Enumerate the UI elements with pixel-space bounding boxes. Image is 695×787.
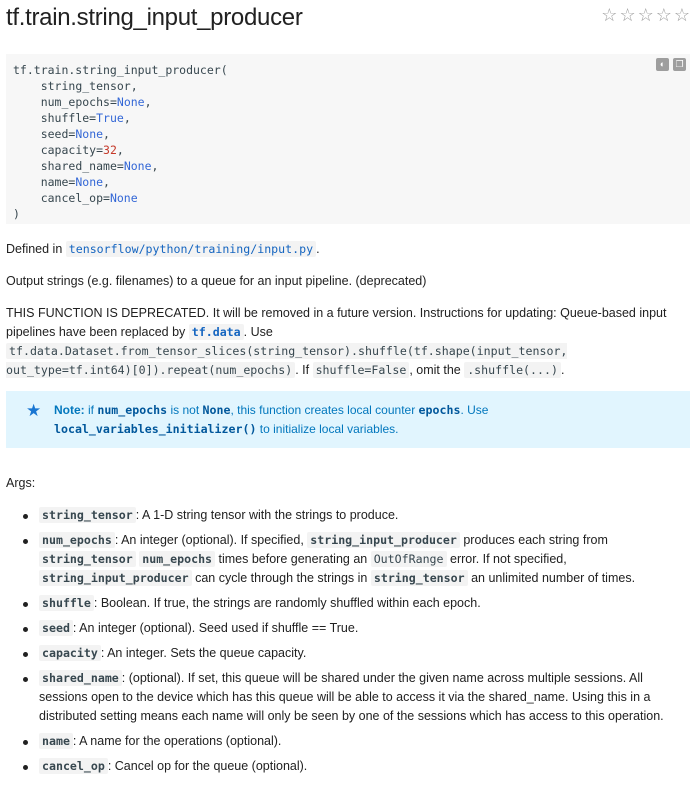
note-box [6,391,690,448]
title-row [6,0,690,38]
arg-item: num_epochs : An integer (optional). If specified, string_input_producer produces each string from string_tensor num_epochs times before generating an OutOfRange error. If not specified, string_input_producer can cycle through the strings in string_tensor an unlimited number of times. [6,531,690,588]
star-icon: ★ [26,401,42,420]
initializer-link[interactable]: local_variables_initializer() [54,422,257,436]
arg-item: capacity : An integer. Sets the queue capacity. [6,644,690,663]
code-head: tf.train.string_input_producer( [13,63,228,77]
code-line: seed=None, [40,127,110,141]
source-link[interactable]: tensorflow/python/training/input.py [66,241,316,257]
tf-data-link[interactable]: tf.data [189,324,244,340]
args-heading: Args: [6,476,36,490]
code-tail: ) [13,207,20,221]
page-title: tf.train.string_input_producer [6,4,303,31]
summary-text: Output strings (e.g. filenames) to a queue for an input pipeline. (deprecated) [6,274,427,288]
deprecation-text: THIS FUNCTION IS DEPRECATED. It will be removed in a future version. Instructions for updating: Queue-based input pipelines have been replaced by tf.data . Use tf.data.Dataset.from_tensor_slices(string_tensor).shuffle(tf.shape(input_tensor, out_type=tf.int64)[0]).repeat(num_epochs) . If shuffle=False , omit the .shuffle(...) . [6,306,667,377]
arg-item: name : A name for the operations (optional). [6,732,690,751]
note-text: Note: if num_epochs is not None, this function creates local counter epochs. Use local_variables_initializer() to initialize local variables. [54,403,489,436]
dark-mode-toggle-icon[interactable]: ◐ [656,58,669,71]
code-line: capacity=32, [40,143,124,157]
copy-icon[interactable]: ❐ [673,58,686,71]
arg-item: seed : An integer (optional). Seed used if shuffle == True. [6,619,690,638]
code-line: shared_name=None, [40,159,159,173]
defined-in: Defined in tensorflow/python/training/input.py . [6,242,320,256]
arg-item: cancel_op : Cancel op for the queue (optional). [6,757,690,776]
code-line: cancel_op=None [40,191,138,205]
star-icon[interactable]: ☆ [637,5,654,25]
code-block [6,54,690,224]
rating-stars [601,6,690,24]
code-line: string_tensor, [40,79,138,93]
arg-item: shuffle : Boolean. If true, the strings are randomly shuffled within each epoch. [6,594,690,613]
star-icon[interactable]: ☆ [655,5,672,25]
args-list [6,506,690,782]
code-line: shuffle=True, [40,111,131,125]
signature-code [6,54,690,222]
star-icon[interactable]: ☆ [601,5,618,25]
star-icon[interactable]: ☆ [619,5,636,25]
code-line: name=None, [40,175,110,189]
dataset-code: tf.data.Dataset.from_tensor_slices(string_tensor).shuffle(tf.shape(input_tensor, out_type=tf.int64)[0]).repeat(num_epochs) [6,344,568,377]
star-icon[interactable]: ☆ [673,5,690,25]
arg-item: string_tensor : A 1-D string tensor with the strings to produce. [6,506,690,525]
arg-item: shared_name : (optional). If set, this queue will be shared under the given name across multiple sessions. All sessions open to the device which has this queue will be able to access it via the shared_name. Using this in a distributed setting means each name will only be seen by one of the sessions which has access to this operation. [6,669,690,726]
code-line: num_epochs=None, [40,95,152,109]
